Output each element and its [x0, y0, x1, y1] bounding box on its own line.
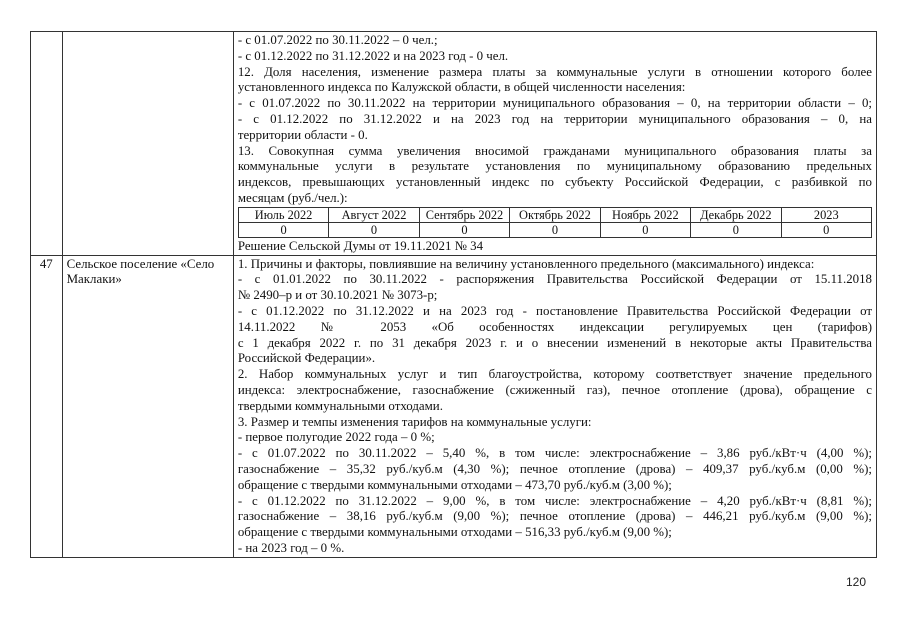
text-line: - с 01.07.2022 по 30.11.2022 на территории муниципального образования – 0, на территории области – 0;: [237, 96, 872, 111]
municipal-index-table: [30, 31, 877, 558]
text-line: территории области - 0.: [237, 127, 368, 142]
monthly-sum-table: [238, 207, 872, 238]
text-line: индексов, превышающих установленный индекс по субъекту Российской Федерации, с разбивкой по: [237, 175, 872, 190]
details-cell: [233, 255, 876, 557]
text-line: твердыми коммунальными отходами.: [237, 398, 443, 413]
month-header: Ноябрь 2022: [600, 207, 690, 222]
text-line: обращение с твердыми коммунальными отходами – 516,33 руб./куб.м (9,00 %);: [237, 525, 672, 540]
text-line: газоснабжение – 35,32 руб./куб.м (4,30 %); печное отопление (дрова) – 409,37 руб./куб.м (0,00 %);: [237, 461, 872, 476]
text-line: установленного индекса по Калужской области, в общей численности населения:: [237, 80, 686, 95]
month-value: 0: [419, 222, 509, 237]
text-line: - на 2023 год – 0 %.: [237, 540, 345, 555]
row-number: 47: [31, 255, 63, 557]
month-header: Июль 2022: [238, 207, 328, 222]
month-header: Октябрь 2022: [510, 207, 600, 222]
text-line: 13. Совокупная сумма увеличения вносимой гражданами муниципального образования платы за: [237, 143, 872, 158]
month-header: Август 2022: [329, 207, 419, 222]
text-line: Российской Федерации».: [237, 351, 376, 366]
text-line: - с 01.12.2022 по 31.12.2022 – 9,00 %, в том числе: электроснабжение – 4,20 руб./кВт·ч (8,81 %);: [237, 493, 872, 508]
month-value: 0: [329, 222, 419, 237]
text-line: 14.11.2022 № 2053 «Об особенностях индексации регулируемых цен (тарифов): [237, 319, 872, 334]
text-line: - первое полугодие 2022 года – 0 %;: [237, 430, 435, 445]
decision-reference: Решение Сельской Думы от 19.11.2021 № 34: [237, 238, 484, 253]
text-line: - с 01.07.2022 по 30.11.2022 – 5,40 %, в том числе: электроснабжение – 3,86 руб./кВт·ч (4,00 %);: [237, 446, 872, 461]
text-line: 3. Размер и темпы изменения тарифов на коммунальные услуги:: [237, 414, 592, 429]
month-value: 0: [600, 222, 690, 237]
month-header: Декабрь 2022: [691, 207, 781, 222]
text-line: с 1 декабря 2022 г. по 31 декабря 2023 г. и о внесении изменений в некоторые акты Правительства: [237, 335, 872, 350]
settlement-cell: [62, 32, 233, 256]
month-value: 0: [510, 222, 600, 237]
month-header-row: [238, 207, 871, 222]
month-value: 0: [691, 222, 781, 237]
text-line: - с 01.07.2022 по 30.11.2022 – 0 чел.;: [237, 33, 438, 47]
text-line: 12. Доля населения, изменение размера платы за коммунальные услуги в отношении которого более: [237, 64, 872, 79]
page-number: 120: [846, 575, 867, 589]
text-line: газоснабжение – 38,16 руб./куб.м (9,00 %); печное отопление (дрова) – 446,21 руб./куб.м (9,00 %);: [237, 509, 872, 524]
month-value-row: [238, 222, 871, 237]
table-row: [31, 32, 877, 256]
text-line: 2. Набор коммунальных услуг и тип благоустройства, которому соответствует значение предельного: [237, 367, 872, 382]
row-number-cell: [31, 32, 63, 256]
month-value: 0: [781, 222, 871, 237]
month-header: 2023: [781, 207, 871, 222]
details-cell: [233, 32, 876, 256]
text-line: обращение с твердыми коммунальными отходами – 473,70 руб./куб.м (3,00 %);: [237, 477, 672, 492]
text-line: - с 01.12.2022 по 31.12.2022 и на 2023 год на территории муниципального образования – 0, на: [237, 111, 872, 126]
month-value: 0: [238, 222, 328, 237]
month-header: Сентябрь 2022: [419, 207, 509, 222]
text-line: - с 01.12.2022 по 31.12.2022 и на 2023 год - 0 чел.: [237, 48, 509, 63]
text-line: - с 01.01.2022 по 30.11.2022 - распоряжения Правительства Российской Федерации от 15.11.2018: [237, 272, 872, 287]
text-line: месяцам (руб./чел.):: [237, 190, 348, 205]
table-row: [31, 255, 877, 557]
text-line: индекса: электроснабжение, газоснабжение (сжиженный газ), печное отопление (дрова), обращение с: [237, 382, 872, 397]
text-line: - с 01.12.2022 по 31.12.2022 и на 2023 год - постановление Правительства Российской Федерации от: [237, 303, 872, 318]
text-line: коммунальные услуги в результате установления по муниципальному образованию предельных: [237, 159, 872, 174]
text-line: 1. Причины и факторы, повлиявшие на величину установленного предельного (максимального) индекса:: [237, 256, 815, 271]
settlement-name: Сельское поселение «Село Маклаки»: [62, 255, 233, 557]
text-line: № 2490–р и от 30.10.2021 № 3073-р;: [237, 288, 438, 303]
